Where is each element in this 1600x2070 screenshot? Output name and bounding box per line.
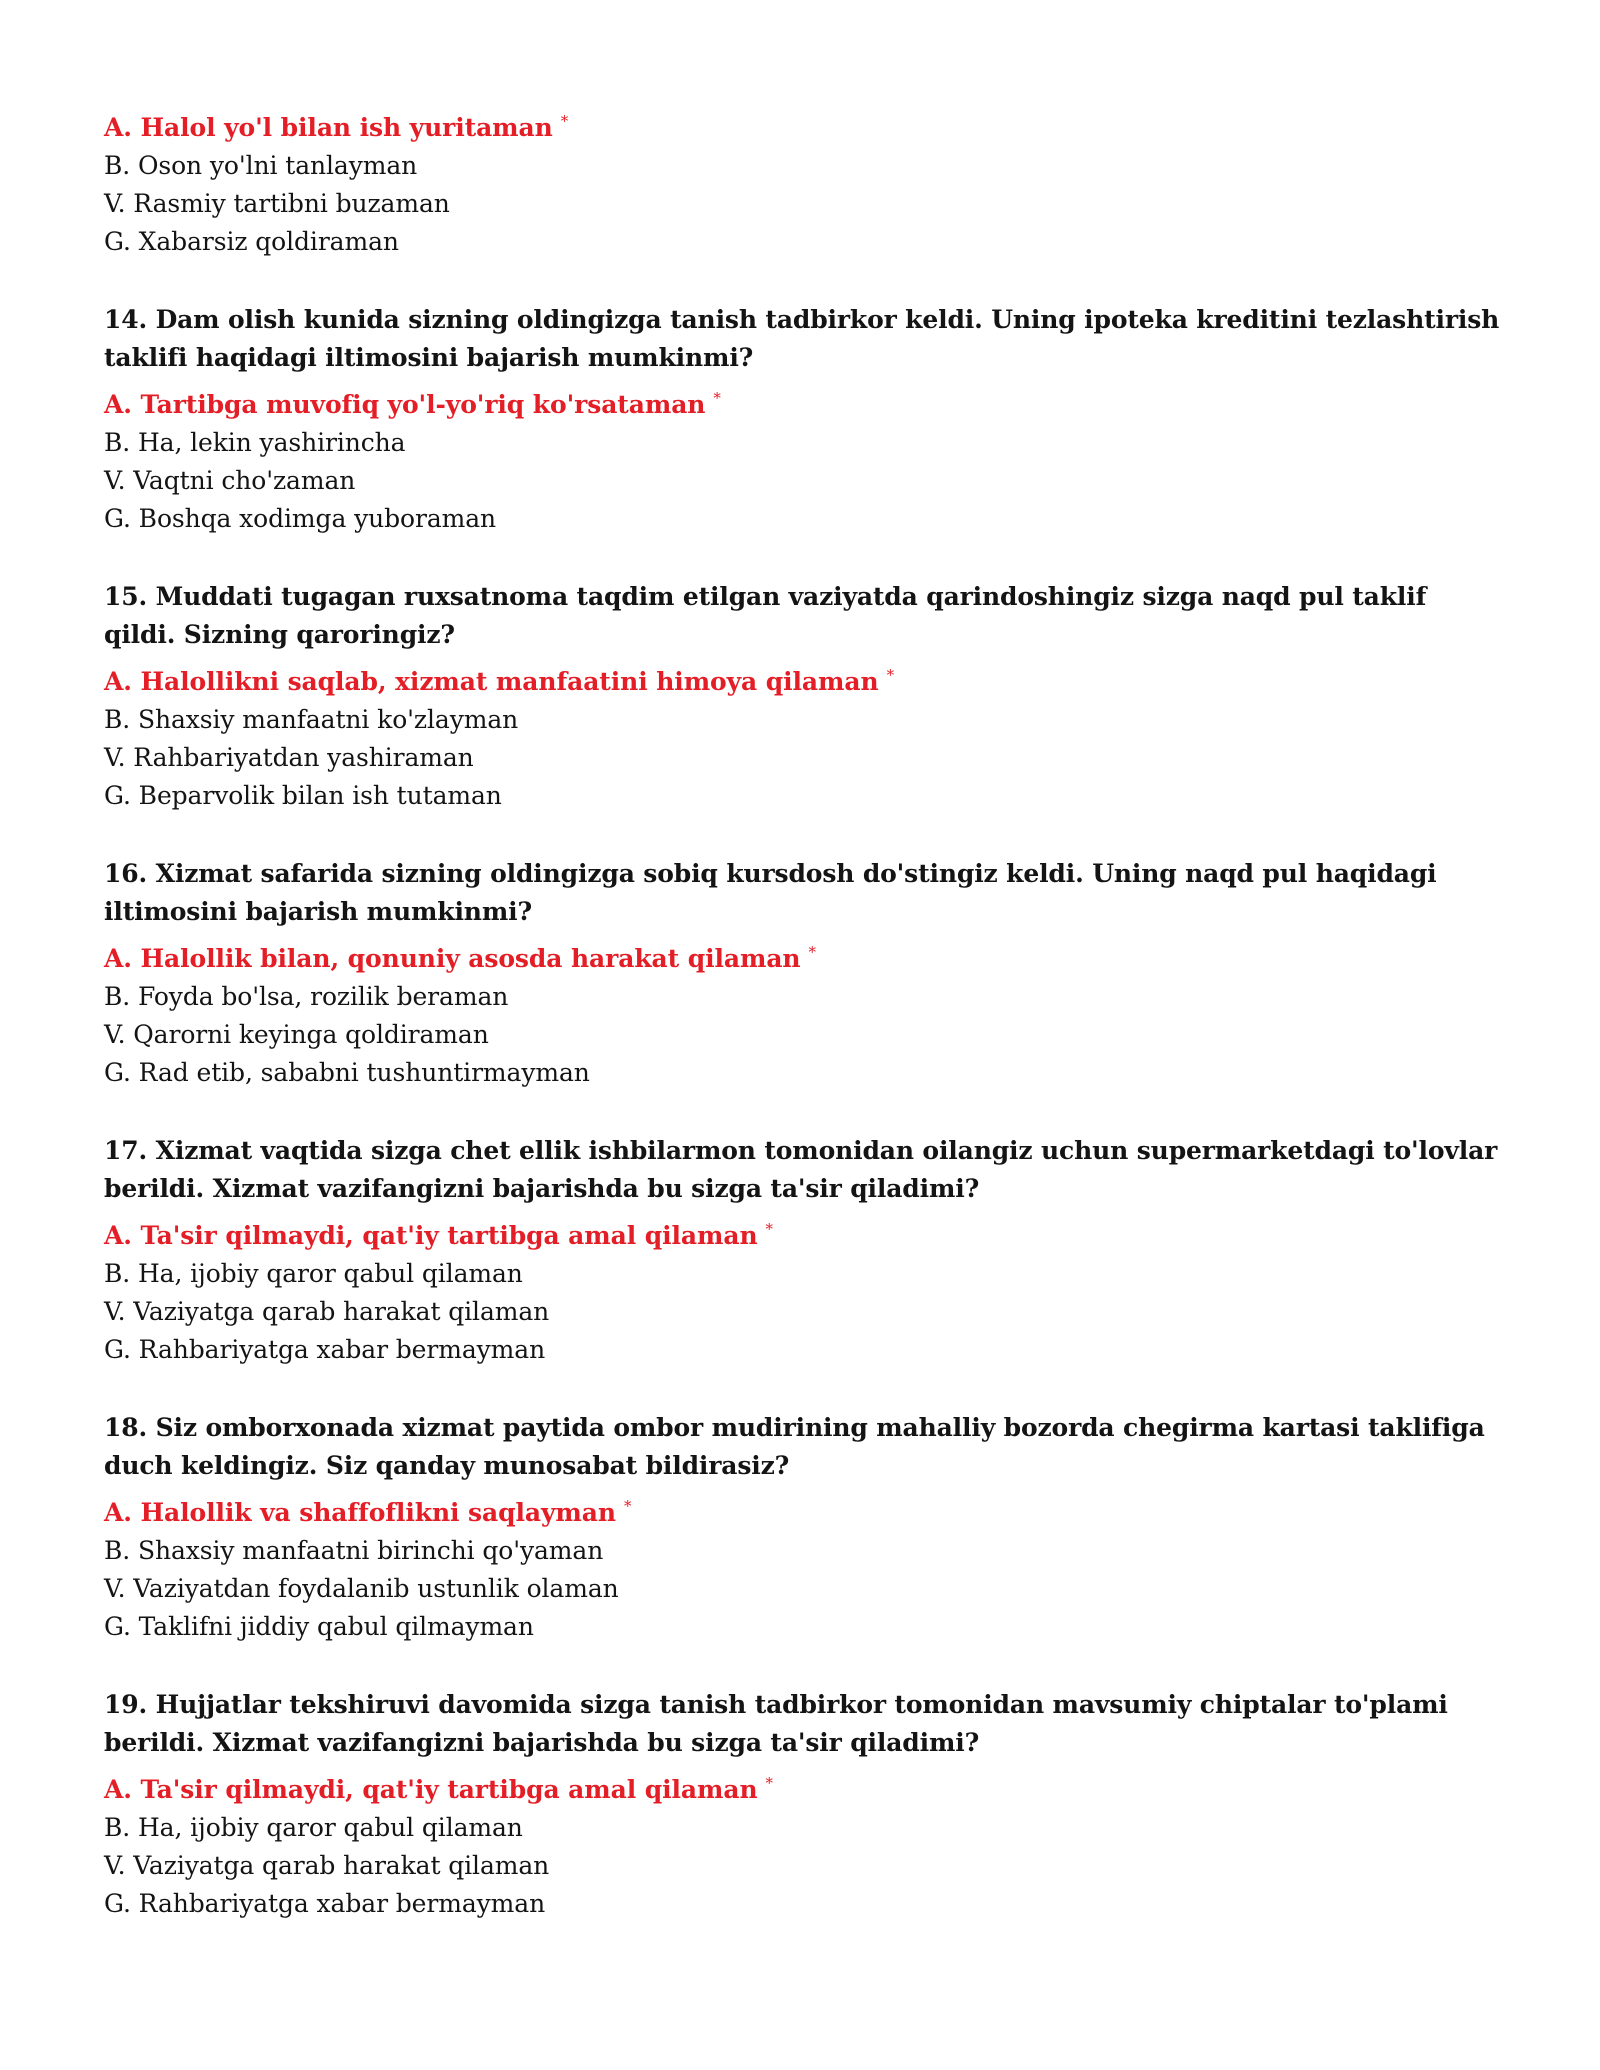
answer-option xyxy=(104,1570,1504,1608)
question-text: 19. Hujjatlar tekshiruvi davomida sizga tanish tadbirkor tomonidan mavsumiy chiptalar to'plami berildi. Xizmat vazifangizni bajarishda bu sizga ta'sir qiladimi? xyxy=(104,1690,1448,1757)
answer-option xyxy=(104,978,1504,1016)
answer-option xyxy=(104,701,1504,739)
question-list xyxy=(104,301,1504,1923)
question-text: 17. Xizmat vaqtida sizga chet ellik ishbilarmon tomonidan oilangiz uchun supermarketdagi to'lovlar berildi. Xizmat vazifangizni bajarishda bu sizga ta'sir qiladimi? xyxy=(104,1136,1498,1203)
option-text: B. Shaxsiy manfaatni ko'zlayman xyxy=(104,705,519,734)
option-text: A. Halol yo'l bilan ish yuritaman xyxy=(104,113,553,142)
question-block xyxy=(104,578,1504,815)
option-text: B. Ha, ijobiy qaror qabul qilaman xyxy=(104,1813,523,1842)
question-text: 15. Muddati tugagan ruxsatnoma taqdim etilgan vaziyatda qarindoshingiz sizga naqd pul taklif qildi. Sizning qaroringiz? xyxy=(104,582,1427,649)
answer-option xyxy=(104,1331,1504,1369)
option-text: G. Rahbariyatga xabar bermayman xyxy=(104,1889,546,1918)
question-block xyxy=(104,301,1504,538)
option-text: A. Halollik bilan, qonuniy asosda harakat qilaman xyxy=(104,944,801,973)
answer-option xyxy=(104,424,1504,462)
option-text: V. Qarorni keyinga qoldiraman xyxy=(104,1020,489,1049)
option-text: G. Boshqa xodimga yuboraman xyxy=(104,504,497,533)
option-text: G. Rahbariyatga xabar bermayman xyxy=(104,1335,546,1364)
question-block xyxy=(104,1132,1504,1369)
correct-answer-option xyxy=(104,379,1504,424)
answer-option xyxy=(104,1016,1504,1054)
question-text: 18. Siz omborxonada xizmat paytida ombor mudirining mahalliy bozorda chegirma kartasi taklifiga duch keldingiz. Siz qanday munosabat bildirasiz? xyxy=(104,1413,1485,1480)
answer-option xyxy=(104,1608,1504,1646)
option-text: V. Vaziyatga qarab harakat qilaman xyxy=(104,1297,550,1326)
correct-answer-option xyxy=(104,1487,1504,1532)
answer-option xyxy=(104,1255,1504,1293)
correct-answer-option xyxy=(104,1210,1504,1255)
correct-marker-icon: * xyxy=(623,1497,632,1515)
answer-option xyxy=(104,462,1504,500)
answer-option xyxy=(104,1293,1504,1331)
option-text: B. Ha, ijobiy qaror qabul qilaman xyxy=(104,1259,523,1288)
correct-answer-option xyxy=(104,656,1504,701)
correct-marker-icon: * xyxy=(765,1774,773,1792)
answer-option xyxy=(104,185,1504,223)
option-text: G. Beparvolik bilan ish tutaman xyxy=(104,781,502,810)
option-text: V. Rahbariyatdan yashiraman xyxy=(104,743,474,772)
question-block xyxy=(104,855,1504,1092)
correct-marker-icon: * xyxy=(713,389,721,407)
option-text: A. Ta'sir qilmaydi, qat'iy tartibga amal qilaman xyxy=(104,1221,758,1250)
option-text: V. Vaziyatdan foydalanib ustunlik olaman xyxy=(104,1574,619,1603)
answer-option xyxy=(104,1847,1504,1885)
correct-answer-option xyxy=(104,1764,1504,1809)
correct-marker-icon: * xyxy=(808,943,816,961)
correct-answer-option xyxy=(104,102,1504,147)
answer-option xyxy=(104,1809,1504,1847)
question-text: 14. Dam olish kunida sizning oldingizga tanish tadbirkor keldi. Uning ipoteka kreditini tezlashtirish taklifi haqidagi iltimosini bajarish mumkinmi? xyxy=(104,305,1500,372)
answer-option xyxy=(104,1532,1504,1570)
option-text: B. Shaxsiy manfaatni birinchi qo'yaman xyxy=(104,1536,604,1565)
answer-option xyxy=(104,739,1504,777)
option-text: G. Rad etib, sababni tushuntirmayman xyxy=(104,1058,590,1087)
question-block xyxy=(104,1686,1504,1923)
question-block xyxy=(104,1409,1504,1646)
answer-option xyxy=(104,223,1504,261)
document-page xyxy=(104,100,1504,1963)
answer-option xyxy=(104,777,1504,815)
option-text: A. Tartibga muvofiq yo'l-yo'riq ko'rsataman xyxy=(104,390,706,419)
option-text: G. Xabarsiz qoldiraman xyxy=(104,227,399,256)
answer-option xyxy=(104,1885,1504,1923)
option-text: V. Rasmiy tartibni buzaman xyxy=(104,189,450,218)
correct-answer-option xyxy=(104,933,1504,978)
question-text: 16. Xizmat safarida sizning oldingizga sobiq kursdosh do'stingiz keldi. Uning naqd pul haqidagi iltimosini bajarish mumkinmi? xyxy=(104,859,1437,926)
correct-marker-icon: * xyxy=(765,1220,773,1238)
option-text: V. Vaqtni cho'zaman xyxy=(104,466,356,495)
option-text: B. Foyda bo'lsa, rozilik beraman xyxy=(104,982,509,1011)
option-text: V. Vaziyatga qarab harakat qilaman xyxy=(104,1851,550,1880)
answer-option xyxy=(104,1054,1504,1092)
option-text: B. Ha, lekin yashirincha xyxy=(104,428,406,457)
correct-marker-icon: * xyxy=(886,666,894,684)
option-text: A. Halollik va shaffoflikni saqlayman xyxy=(104,1498,616,1527)
option-text: A. Halollikni saqlab, xizmat manfaatini himoya qilaman xyxy=(104,667,879,696)
correct-marker-icon: * xyxy=(560,112,569,130)
answer-option xyxy=(104,147,1504,185)
continued-options xyxy=(104,102,1504,261)
option-text: B. Oson yo'lni tanlayman xyxy=(104,151,418,180)
option-text: A. Ta'sir qilmaydi, qat'iy tartibga amal qilaman xyxy=(104,1775,758,1804)
answer-option xyxy=(104,500,1504,538)
option-text: G. Taklifni jiddiy qabul qilmayman xyxy=(104,1612,534,1641)
